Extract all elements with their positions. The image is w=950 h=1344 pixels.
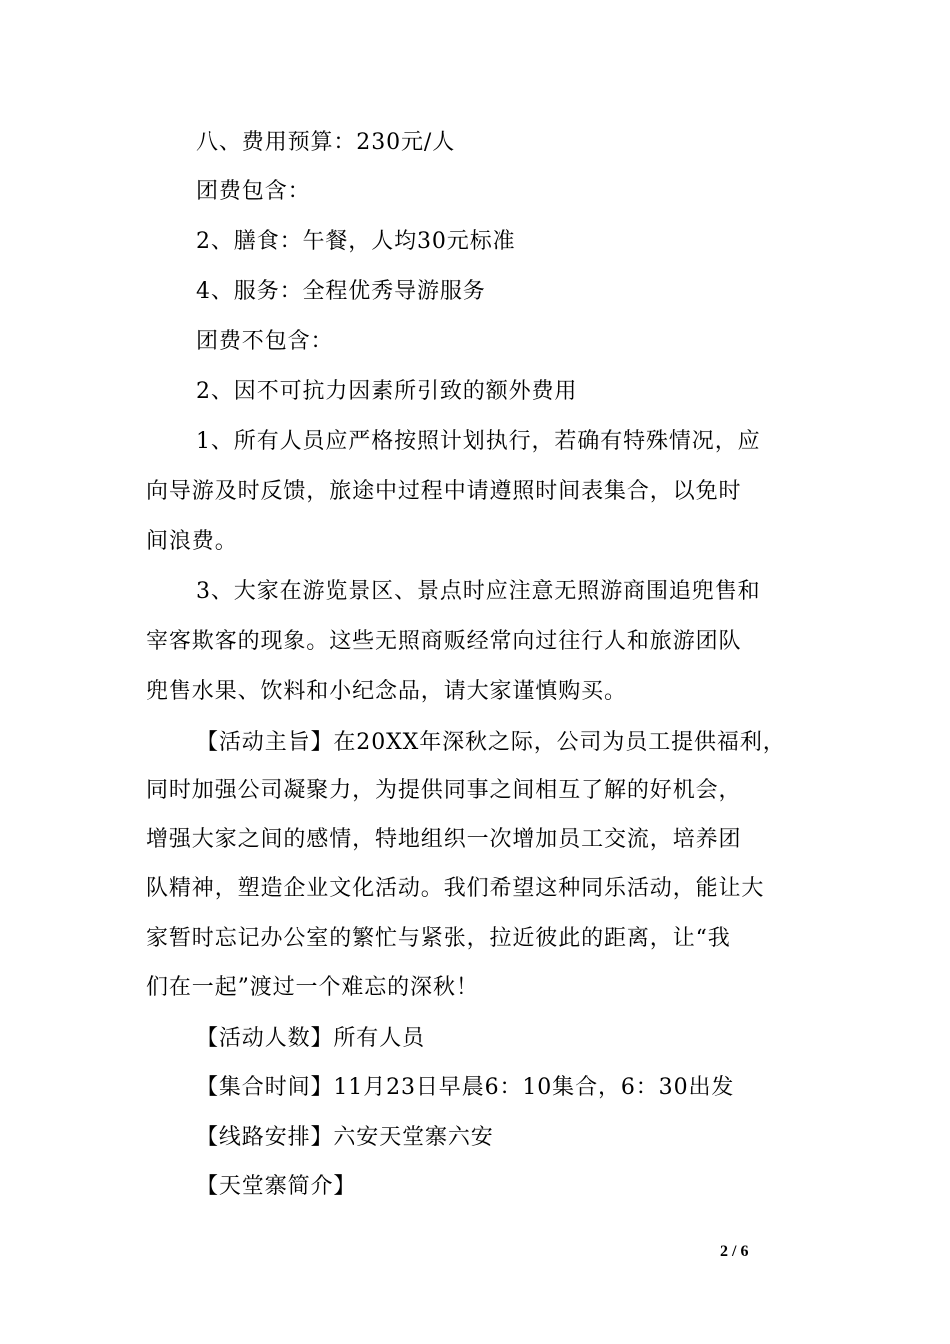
fee-included-meal: 2、膳食：午餐，人均30元标准 <box>196 229 516 254</box>
activity-purpose-line-4: 队精神，塑造企业文化活动。我们希望这种同乐活动，能让大 <box>146 876 765 901</box>
activity-purpose-line-5: 家暂时忘记办公室的繁忙与紧张，拉近彼此的距离，让“我 <box>146 926 731 951</box>
budget-heading: 八、费用预算：230元/人 <box>196 130 456 155</box>
assembly-time: 【集合时间】11月23日早晨6：10集合，6：30出发 <box>196 1075 735 1100</box>
activity-purpose-line-3: 增强大家之间的感情，特地组织一次增加员工交流，培养团 <box>146 827 742 852</box>
notice-1-line-1: 1、所有人员应严格按照计划执行，若确有特殊情况，应 <box>196 429 761 454</box>
fee-included-heading: 团费包含： <box>196 179 311 204</box>
page-number: 2 / 6 <box>720 1243 749 1260</box>
notice-1-line-3: 间浪费。 <box>146 529 238 554</box>
fee-included-service: 4、服务：全程优秀导游服务 <box>196 279 486 304</box>
activity-purpose-line-1: 【活动主旨】在20XX年深秋之际，公司为员工提供福利， <box>196 730 786 755</box>
fee-excluded-force-majeure: 2、因不可抗力因素所引致的额外费用 <box>196 379 578 404</box>
activity-purpose-line-2: 同时加强公司凝聚力，为提供同事之间相互了解的好机会， <box>146 778 742 803</box>
tiantangzhai-intro-heading: 【天堂寨简介】 <box>196 1174 357 1199</box>
route-arrangement: 【线路安排】六安天堂寨六安 <box>196 1125 494 1150</box>
notice-3-line-2: 宰客欺客的现象。这些无照商贩经常向过往行人和旅游团队 <box>146 629 742 654</box>
fee-excluded-heading: 团费不包含： <box>196 329 334 354</box>
notice-1-line-2: 向导游及时反馈，旅途中过程中请遵照时间表集合，以免时 <box>146 479 742 504</box>
notice-3-line-3: 兜售水果、饮料和小纪念品，请大家谨慎购买。 <box>146 679 627 704</box>
activity-purpose-line-6: 们在一起”渡过一个难忘的深秋！ <box>146 975 479 1000</box>
notice-3-line-1: 3、大家在游览景区、景点时应注意无照游商围追兜售和 <box>196 579 761 604</box>
activity-participants: 【活动人数】所有人员 <box>196 1026 426 1051</box>
